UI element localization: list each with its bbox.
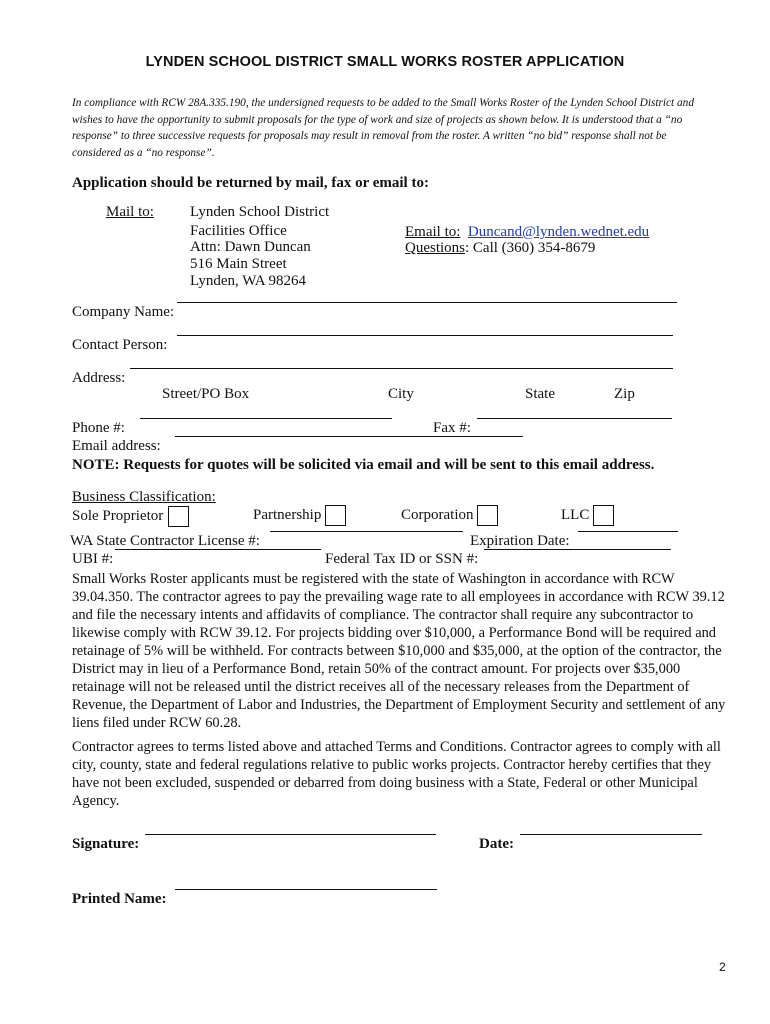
questions-phone: : Call (360) 354-8679: [465, 240, 596, 256]
email-address-field[interactable]: [175, 436, 523, 437]
address-label: Address:: [72, 370, 126, 386]
wa-license-label: WA State Contractor License #:: [70, 533, 260, 549]
wa-license-field[interactable]: [270, 531, 463, 532]
mail-line-2: Facilities Office: [190, 223, 287, 239]
ubi-field[interactable]: [115, 549, 321, 550]
mail-line-5: Lynden, WA 98264: [190, 273, 306, 289]
business-classification-label: Business Classification:: [72, 489, 216, 505]
email-block: [405, 224, 649, 241]
email-link[interactable]: Duncand@lynden.wednet.edu: [467, 224, 650, 240]
corporation-label: Corporation: [401, 507, 474, 523]
partnership-label: Partnership: [253, 507, 322, 523]
ubi-label: UBI #:: [72, 551, 114, 567]
llc-checkbox[interactable]: [593, 505, 614, 526]
page-title: LYNDEN SCHOOL DISTRICT SMALL WORKS ROSTER APPLICATION: [145, 54, 625, 70]
fax-label: Fax #:: [433, 420, 471, 436]
note-text: NOTE: Requests for quotes will be solicited via email and will be sent to this email address.: [72, 457, 655, 473]
date-label: Date:: [479, 836, 514, 852]
partnership-checkbox[interactable]: [325, 505, 346, 526]
email-address-label: Email address:: [72, 438, 161, 454]
llc-label: LLC: [561, 507, 590, 523]
mail-to-label: Mail to:: [106, 204, 154, 220]
street-caption: Street/PO Box: [162, 386, 250, 402]
phone-label: Phone #:: [72, 420, 125, 436]
questions-label: Questions: [405, 240, 465, 256]
tax-id-label: Federal Tax ID or SSN #:: [325, 551, 479, 567]
address-field[interactable]: [130, 368, 673, 369]
zip-caption: Zip: [614, 386, 635, 402]
tax-id-field[interactable]: [484, 549, 671, 550]
corporation-checkbox[interactable]: [477, 505, 498, 526]
contact-person-field[interactable]: [177, 335, 673, 336]
mail-line-3: Attn: Dawn Duncan: [190, 239, 311, 255]
signature-field[interactable]: [145, 834, 436, 835]
state-caption: State: [525, 386, 555, 402]
email-to-label: Email to:: [405, 224, 461, 240]
date-field[interactable]: [520, 834, 702, 835]
fax-field[interactable]: [477, 418, 672, 419]
mail-line-1: Lynden School District: [190, 204, 330, 220]
signature-label: Signature:: [72, 836, 140, 852]
terms-paragraph: Small Works Roster applicants must be registered with the state of Washington in accordance with RCW 39.04.350. The contractor agrees to pay the prevailing wage rate to all employees in accordance with RCW 39.12 and file the necessary intents and affidavits of compliance. The contractor shall require any subcontractor to likewise comply with RCW 39.12. For projects bidding over $10,000, a Performance Bond will be required and retainage of 5% will be withheld. For contracts between $10,000 and $35,000, at the option of the contractor, the District may in lieu of a Performance Bond, retain 50% of the contract amount. For projects over $35,000 retainage will not be released until the district receives all of the necessary releases from the Department of Revenue, the Department of Labor and Industries, the Department of Employment Security and settlement of any liens filed under RCW 60.28.: [72, 571, 726, 731]
phone-field[interactable]: [140, 418, 392, 419]
intro-text: In compliance with RCW 28A.335.190, the undersigned requests to be added to the Small Works Roster of the Lynden School District and wishes to have the opportunity to submit proposals for the type of work and size of projects as shown below. It is understood that a “no response” to three successive requests for proposals may result in removal from the roster. A written “no bid” response shall not be considered as a “no response”.: [72, 97, 694, 159]
company-name-label: Company Name:: [72, 304, 175, 320]
page-number: 2: [719, 960, 726, 974]
questions-block: [405, 240, 595, 257]
company-name-field[interactable]: [177, 302, 677, 303]
return-heading: Application should be returned by mail, fax or email to:: [72, 175, 429, 191]
expiration-field[interactable]: [578, 531, 678, 532]
mail-line-4: 516 Main Street: [190, 256, 287, 272]
expiration-label: Expiration Date:: [470, 533, 570, 549]
sole-proprietor-label: Sole Proprietor: [72, 508, 164, 524]
contact-person-label: Contact Person:: [72, 337, 168, 353]
agreement-paragraph: Contractor agrees to terms listed above and attached Terms and Conditions. Contractor agrees to comply with all city, county, state and federal regulations relative to public works projects. Contractor hereby certifies that they have not been excluded, suspended or debarred from doing business with a State, Federal or other Municipal Agency.: [72, 739, 721, 809]
printed-name-field[interactable]: [175, 889, 437, 890]
city-caption: City: [388, 386, 414, 402]
printed-name-label: Printed Name:: [72, 891, 167, 907]
sole-proprietor-checkbox[interactable]: [168, 506, 189, 527]
